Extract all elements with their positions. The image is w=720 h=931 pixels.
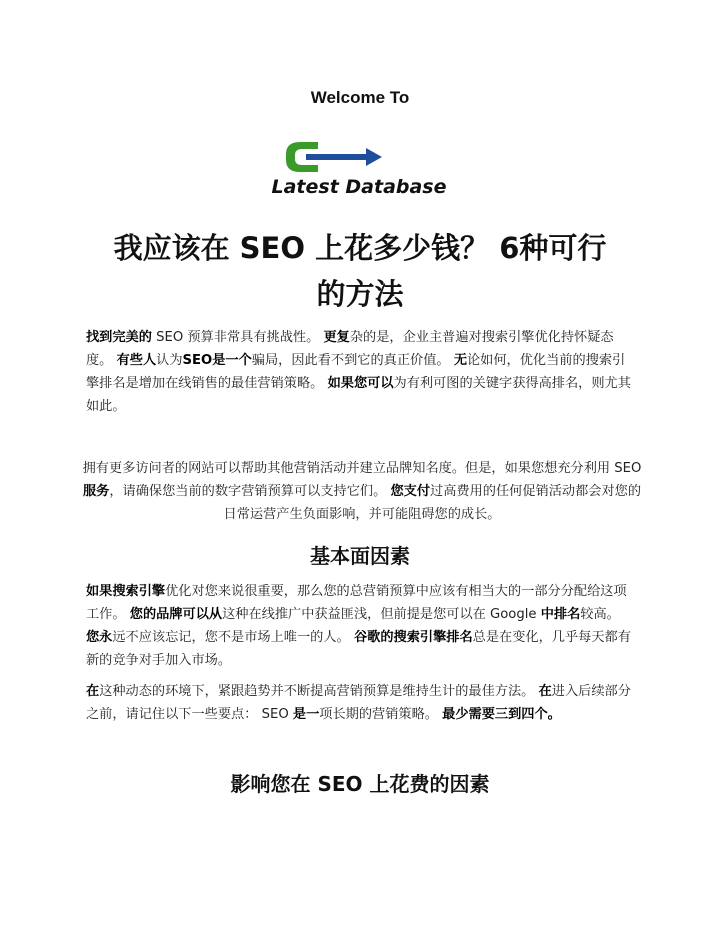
text-run: 杂的是，企业主普遍对搜索引擎优化持怀疑态度。 <box>86 330 614 368</box>
text-run: 如果您可以 <box>327 376 394 391</box>
text-run: 您的品牌可以从 <box>129 607 223 622</box>
article-title-line2: 的方法 <box>316 277 404 311</box>
text-run: 谷歌的搜索引擎排名 <box>353 630 473 645</box>
text-run: 服务 <box>82 484 110 499</box>
text-run: 如果搜索引擎 <box>86 584 166 599</box>
text-run: ，请确保您当前的数字营销预算可以支持它们。 <box>109 484 391 499</box>
paragraph-budget <box>82 457 642 526</box>
text-run: 最少需要三到四个。 <box>442 707 561 722</box>
text-run: 进入后续部分之前，请记住以下一些要点： SEO <box>86 684 631 722</box>
text-run: 您支付 <box>390 484 431 499</box>
article-title-line1: 我应该在 SEO 上花多少钱？ 6种可行 <box>113 231 607 265</box>
text-run: 更复 <box>323 330 350 345</box>
text-run: 找到完美的 <box>86 330 152 345</box>
paragraph-seo-importance <box>86 580 634 672</box>
text-run: 总是在变化，几乎每天都有新的竞争对手加入市场。 <box>86 630 631 668</box>
text-run: 您永 <box>86 630 113 645</box>
logo-wordmark: Latest Database <box>271 176 447 198</box>
text-run: 远不应该忘记，您不是市场上唯一的人。 <box>112 630 354 645</box>
text-run: 认为 <box>156 353 183 368</box>
text-run: 为有利可图的关键字获得高排名，则尤其如此。 <box>86 376 631 414</box>
text-run: 这种动态的环境下，紧跟趋势并不断提高营销预算是维持生计的最佳方法。 <box>99 684 539 699</box>
text-run: 有些人 <box>116 353 157 368</box>
text-run: 项长期的营销策略。 <box>319 707 443 722</box>
text-run: SEO是一个 <box>182 353 252 368</box>
text-run: 拥有更多访问者的网站可以帮助其他营销活动并建立品牌知名度。但是，如果您想充分利用 SEO <box>82 461 642 476</box>
heading-basic-factors: 基本面因素 <box>310 544 410 568</box>
text-run: 在 <box>538 684 552 699</box>
heading-spend-factors: 影响您在 SEO 上花费的因素 <box>230 772 490 796</box>
text-run: 过高费用的任何促销活动都会对您的日常运营产生负面影响，并可能阻碍您的成长。 <box>223 484 642 522</box>
welcome-heading: Welcome To <box>310 88 410 107</box>
text-run: 中排名 <box>540 607 581 622</box>
text-run: 较高。 <box>580 607 620 622</box>
text-run: 是一 <box>292 707 320 722</box>
latest-database-logo <box>248 138 470 200</box>
text-run: 在 <box>86 684 100 699</box>
text-run: 这种在线推广中获益匪浅，但前提是您可以在 Google <box>222 607 541 622</box>
text-run: SEO 预算非常具有挑战性。 <box>151 330 324 345</box>
text-run: 骗局，因此看不到它的真正价值。 <box>251 353 454 368</box>
text-run: 无 <box>453 353 467 368</box>
text-run: 优化对您来说很重要，那么您的总营销预算中应该有相当大的一部分分配给这项工作。 <box>86 584 627 622</box>
article-title <box>60 225 660 317</box>
text-run: 论如何，优化当前的搜索引擎排名是增加在线销售的最佳营销策略。 <box>86 353 626 391</box>
paragraph-dynamic-environment <box>86 680 634 726</box>
paragraph-intro <box>86 326 634 418</box>
